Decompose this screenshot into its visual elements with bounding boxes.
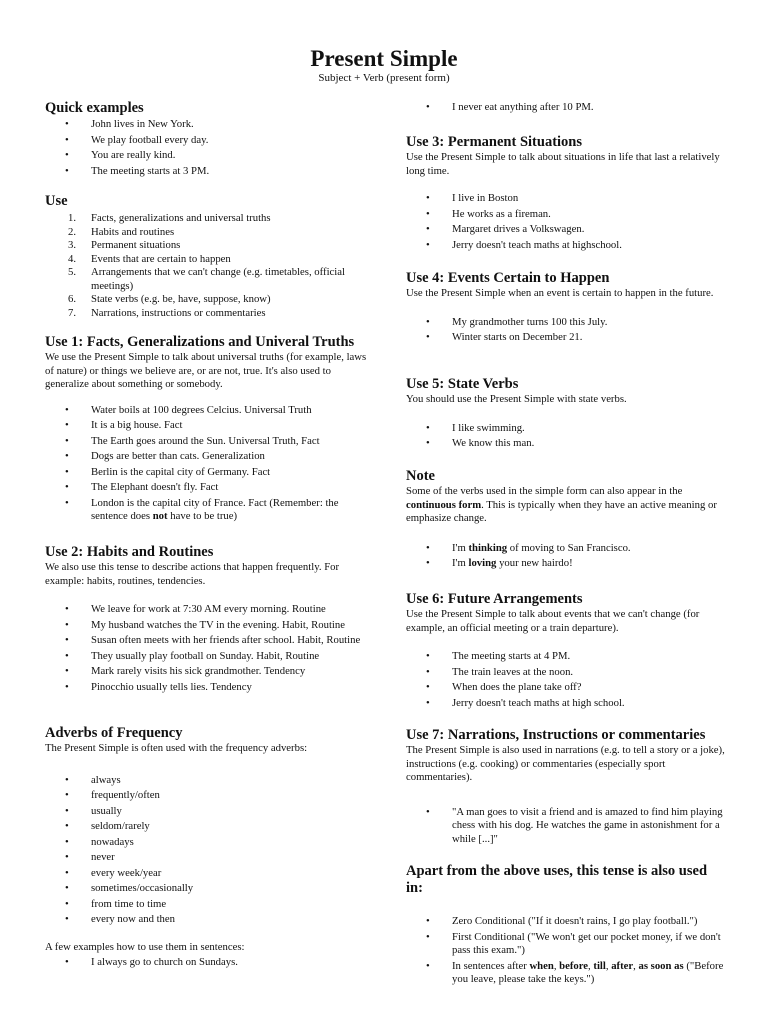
use6-heading: Use 6: Future Arrangements xyxy=(406,591,583,607)
list-item: • London is the capital city of France. Fact (Remember: the sentence does not have to be true) xyxy=(45,497,367,524)
page-title: Present Simple xyxy=(310,46,458,71)
list-item: • Jerry doesn't teach maths at high school. xyxy=(406,697,726,711)
quick-examples-heading: Quick examples xyxy=(45,100,144,116)
list-item: • We know this man. xyxy=(406,437,726,451)
page-subtitle: Subject + Verb (present form) xyxy=(318,72,450,84)
list-item: • I'm thinking of moving to San Francisco. xyxy=(406,542,726,556)
list-item: • When does the plane take off? xyxy=(406,681,726,695)
list-item: • I'm loving your new hairdo! xyxy=(406,557,726,571)
list-item: • John lives in New York. xyxy=(45,118,367,132)
use7-heading: Use 7: Narrations, Instructions or commentaries xyxy=(406,727,706,743)
apart-list xyxy=(406,915,726,987)
list-item: • It is a big house. Fact xyxy=(45,419,367,433)
list-item: 1. Facts, generalizations and universal truths xyxy=(68,212,271,224)
adverbs-section xyxy=(45,725,367,972)
list-item: • never xyxy=(45,851,367,865)
list-item: • The train leaves at the noon. xyxy=(406,666,726,680)
list-item: • "A man goes to visit a friend and is amazed to find him playing chess with his dog. He watches the game in astonishment for a while [...]" xyxy=(406,806,726,847)
use6-section xyxy=(406,591,726,712)
use2-section xyxy=(45,544,367,696)
adverbs-list xyxy=(45,774,367,927)
adverbs-examples-text: A few examples how to use them in sentences: xyxy=(45,940,245,953)
list-item: • always xyxy=(45,774,367,788)
list-item: • from time to time xyxy=(45,898,367,912)
use5-list xyxy=(406,422,726,451)
use3-heading: Use 3: Permanent Situations xyxy=(406,134,583,150)
use4-heading: Use 4: Events Certain to Happen xyxy=(406,270,610,286)
note-list xyxy=(406,542,726,571)
list-item: • The Earth goes around the Sun. Universal Truth, Fact xyxy=(45,435,367,449)
adverbs-examples-list xyxy=(45,956,367,970)
list-item: • He works as a fireman. xyxy=(406,208,726,222)
list-item: • every week/year xyxy=(45,867,367,881)
list-item: • The meeting starts at 3 PM. xyxy=(45,165,367,179)
use2-heading: Use 2: Habits and Routines xyxy=(45,544,214,560)
list-item: • They usually play football on Sunday. Habit, Routine xyxy=(45,650,367,664)
use7-section xyxy=(406,727,726,848)
list-item: • We leave for work at 7:30 AM every morning. Routine xyxy=(45,603,367,617)
list-item: • Margaret drives a Volkswagen. xyxy=(406,223,726,237)
right-continued-list xyxy=(406,101,726,117)
list-item: • I never eat anything after 10 PM. xyxy=(406,101,726,115)
list-item: • My grandmother turns 100 this July. xyxy=(406,316,726,330)
note-heading: Note xyxy=(406,468,435,484)
adverbs-heading: Adverbs of Frequency xyxy=(45,725,183,741)
list-item: • Water boils at 100 degrees Celcius. Universal Truth xyxy=(45,404,367,418)
list-item: • The Elephant doesn't fly. Fact xyxy=(45,481,367,495)
quick-examples-section xyxy=(45,100,367,180)
list-item: • Pinocchio usually tells lies. Tendency xyxy=(45,681,367,695)
list-item: 6. State verbs (e.g. be, have, suppose, know) xyxy=(68,293,271,305)
apart-section xyxy=(406,863,726,989)
list-item: 4. Events that are certain to happen xyxy=(68,252,231,265)
use7-list xyxy=(406,806,726,847)
list-item: • frequently/often xyxy=(45,789,367,803)
list-item: • nowadays xyxy=(45,836,367,850)
use3-text: Use the Present Simple to talk about situations in life that last a relatively long time. xyxy=(406,151,720,177)
list-item: 5. Arrangements that we can't change (e.g. timetables, official meetings) xyxy=(68,266,345,292)
list-item: 7. Narrations, instructions or commentaries xyxy=(68,306,266,319)
use5-section xyxy=(406,376,726,453)
list-item: • The meeting starts at 4 PM. xyxy=(406,650,726,664)
list-item: • Zero Conditional ("If it doesn't rains, I go play football.") xyxy=(406,915,726,929)
list-item: • usually xyxy=(45,805,367,819)
list-item: • My husband watches the TV in the evening. Habit, Routine xyxy=(45,619,367,633)
use4-section xyxy=(406,270,726,347)
use1-section xyxy=(45,334,367,526)
use1-list xyxy=(45,404,367,524)
list-item: • You are really kind. xyxy=(45,149,367,163)
list-item: • Jerry doesn't teach maths at highschool. xyxy=(406,239,726,253)
list-item: • We play football every day. xyxy=(45,134,367,148)
use2-text: We also use this tense to describe actions that happen frequently. For example: habits, routines, tendencies. xyxy=(45,561,340,587)
quick-examples-list xyxy=(45,118,367,178)
list-item: • I always go to church on Sundays. xyxy=(45,956,367,970)
use3-list xyxy=(406,192,726,252)
use5-text: You should use the Present Simple with state verbs. xyxy=(406,393,627,405)
list-item: • Susan often meets with her friends after school. Habit, Routine xyxy=(45,634,367,648)
list-item: • I like swimming. xyxy=(406,422,726,436)
list-item: • Winter starts on December 21. xyxy=(406,331,726,345)
list-item: • I live in Boston xyxy=(406,192,726,206)
use4-text: Use the Present Simple when an event is certain to happen in the future. xyxy=(406,287,714,299)
use3-section xyxy=(406,134,726,254)
apart-heading: Apart from the above uses, this tense is also used in: xyxy=(406,863,708,896)
adverbs-text: The Present Simple is often used with the frequency adverbs: xyxy=(45,742,308,754)
list-item: • In sentences after when, before, till, after, as soon as ("Before you leave, please take the keys.") xyxy=(406,960,726,987)
use2-list xyxy=(45,603,367,694)
use-heading: Use xyxy=(45,193,68,209)
list-item: • Berlin is the capital city of Germany. Fact xyxy=(45,466,367,480)
note-section xyxy=(406,468,726,573)
list-item: • seldom/rarely xyxy=(45,820,367,834)
use7-text: The Present Simple is also used in narrations (e.g. to tell a story or a joke), instructions (e.g. cooking) or commentaries (especially sport commentaries). xyxy=(406,744,725,783)
use1-text: We use the Present Simple to talk about universal truths (for example, laws of nature) or things we believe are, or are not, true. It's also used to generalize about something or somebody. xyxy=(45,351,367,390)
continued-list xyxy=(406,101,726,115)
note-text: Some of the verbs used in the simple form can also appear in the continuous form. This is typically when they have an active meaning or emphasize change. xyxy=(406,485,717,524)
use-list xyxy=(45,212,367,320)
use6-text: Use the Present Simple to talk about events that we can't change (for example, an official meeting or a train departure). xyxy=(406,608,700,634)
list-item: • Dogs are better than cats. Generalization xyxy=(45,450,367,464)
list-item: • Mark rarely visits his sick grandmother. Tendency xyxy=(45,665,367,679)
use6-list xyxy=(406,650,726,710)
use4-list xyxy=(406,316,726,345)
use-section xyxy=(45,193,367,320)
list-item: • every now and then xyxy=(45,913,367,927)
use1-heading: Use 1: Facts, Generalizations and Univeral Truths xyxy=(45,334,355,350)
use5-heading: Use 5: State Verbs xyxy=(406,376,519,392)
list-item: 3. Permanent situations xyxy=(68,239,181,251)
list-item: • sometimes/occasionally xyxy=(45,882,367,896)
list-item: • First Conditional ("We won't get our pocket money, if we don't pass this exam.") xyxy=(406,931,726,958)
list-item: 2. Habits and routines xyxy=(68,225,175,238)
